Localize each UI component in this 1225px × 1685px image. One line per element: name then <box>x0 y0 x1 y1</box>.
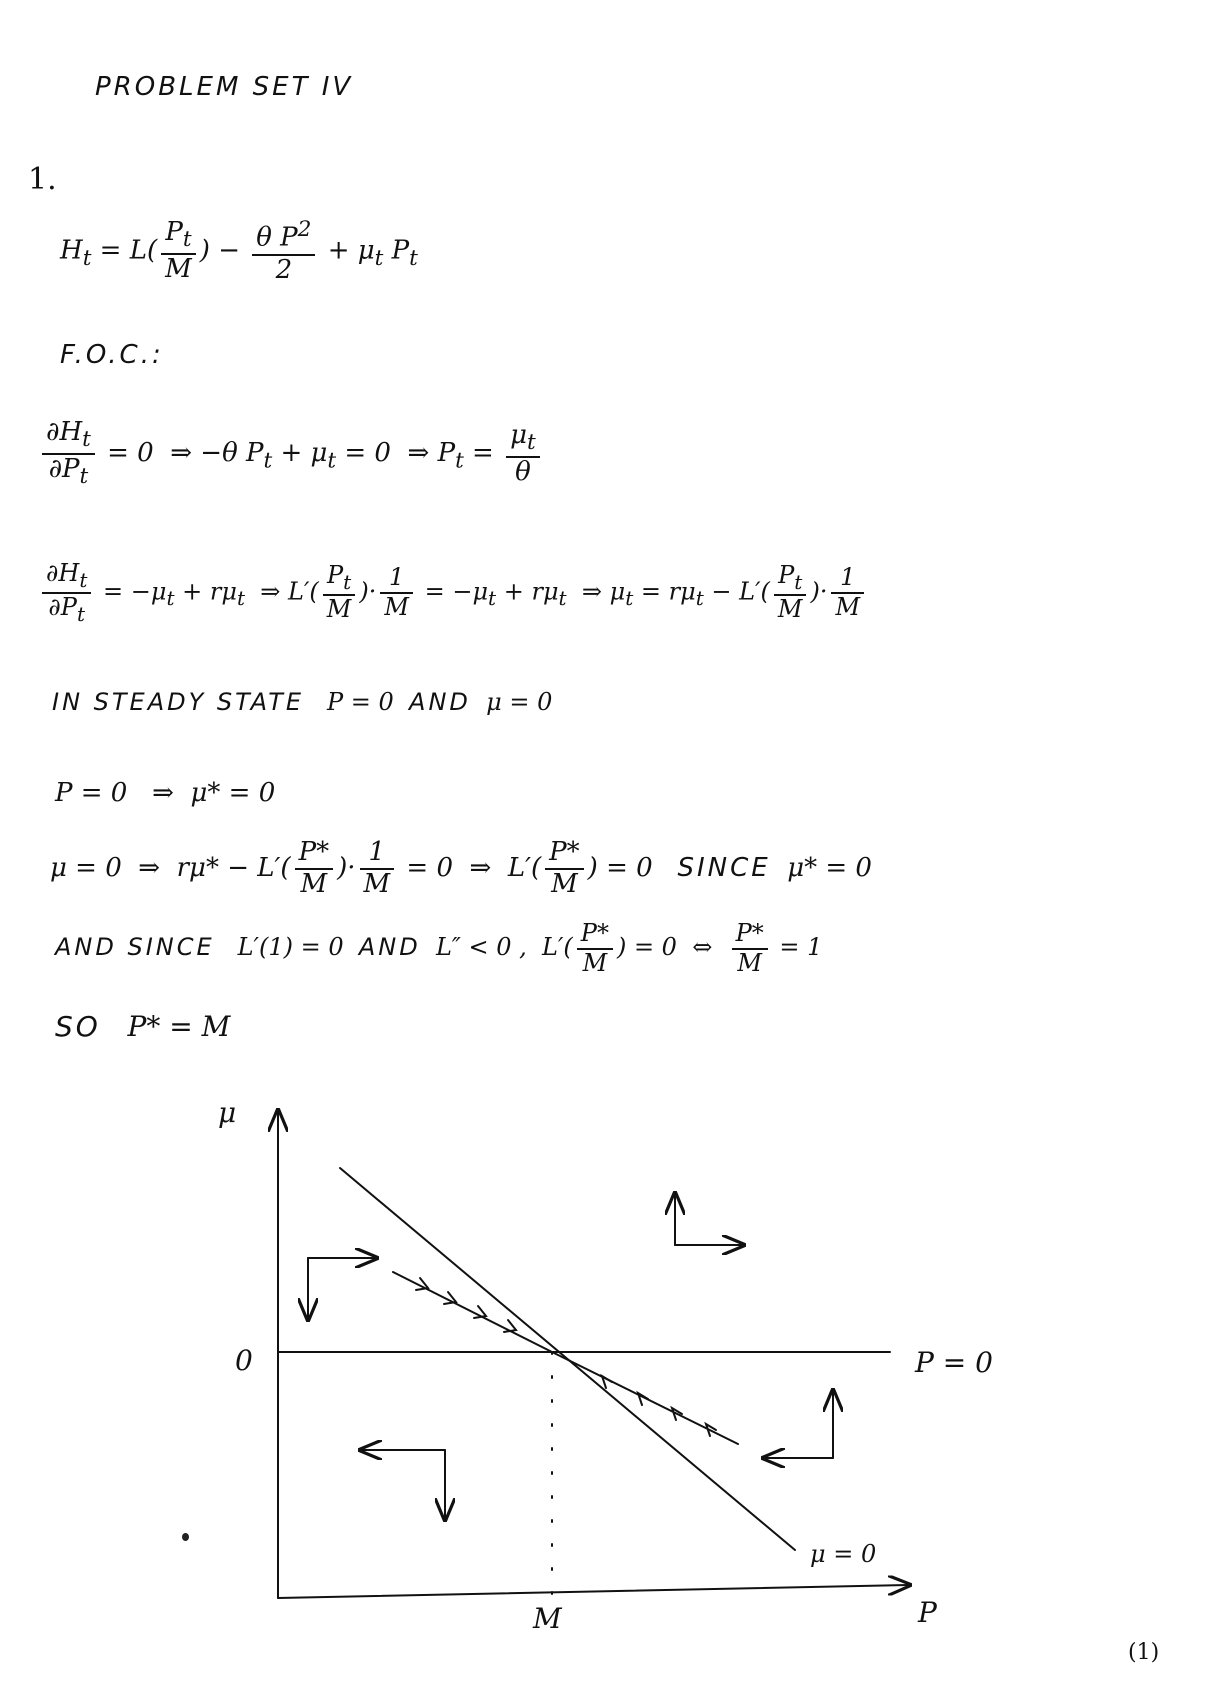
foc2-rhs1: = −μ <box>103 577 167 606</box>
mudot-one-den: M <box>363 868 391 899</box>
pdot-locus-label: P = 0 <box>915 1346 993 1379</box>
andsince-pre: AND SINCE <box>55 933 215 962</box>
andsince-t4: ) = 0 <box>616 933 677 962</box>
foc1-den: ∂P <box>48 454 80 485</box>
andsince-f2-num: P* <box>732 920 768 950</box>
ham-mu-sub: t <box>374 245 384 271</box>
ham-P-sub: t <box>409 245 418 271</box>
y-axis-label: μ <box>218 1096 237 1129</box>
andsince-f2-den: M <box>737 948 762 977</box>
steady-cond2: μ = 0 <box>486 688 553 716</box>
mudot-one-num: 1 <box>360 838 395 870</box>
foc2-res-eq: = rμ <box>640 577 696 606</box>
steady-text: IN STEADY STATE <box>52 688 305 716</box>
mudot-t1: rμ* − L′( <box>176 852 291 883</box>
foc1-rhs1: = 0 <box>107 438 154 469</box>
andsince-t3: L′( <box>542 933 573 962</box>
andsince-f-num: P* <box>577 920 613 950</box>
foc2-res-close: )· <box>810 577 828 606</box>
steady-cond1: P = 0 <box>326 688 394 716</box>
mudot-f2-den: M <box>551 868 578 899</box>
foc1-rhs2: −θ P <box>200 438 264 469</box>
ham-frac-num-sub: t <box>182 227 192 253</box>
foc2-L1: L′( <box>288 577 319 606</box>
foc2-L1-close: )· <box>359 577 377 606</box>
ham-lhs: H <box>60 235 83 266</box>
problem-number: 1. <box>28 162 57 197</box>
andsince-r-eq: = 1 <box>779 933 823 962</box>
x-axis-label: P <box>918 1596 937 1629</box>
ham-theta-sup: 2 <box>297 217 312 242</box>
foc2-res-f-num-sub: t <box>794 569 803 594</box>
pdot-arrow: ⇒ <box>152 778 174 808</box>
foc1-res-num: μ <box>510 419 527 450</box>
foc2-num-sub: t <box>79 567 88 592</box>
foc2-rhs4: + rμ <box>503 577 559 606</box>
mudot-locus-label: μ = 0 <box>810 1540 877 1568</box>
foc1-res-den: θ <box>515 456 531 487</box>
foc2-rhs1-sub: t <box>166 586 175 611</box>
foc2-res-minus: − L′( <box>711 577 770 606</box>
foc1-rhs4: = 0 <box>344 438 391 469</box>
direction-arrows-sw <box>362 1450 445 1518</box>
ham-theta-den: 2 <box>275 254 293 285</box>
foc2-den-sub: t <box>76 601 85 626</box>
foc2-res: μ <box>609 577 626 606</box>
ham-L: L( <box>129 235 158 266</box>
page-title: PROBLEM SET IV <box>95 72 354 102</box>
foc2-one-num: 1 <box>380 564 413 594</box>
foc1-num: ∂H <box>46 417 83 447</box>
foc1-rhs3: + μ <box>280 438 328 469</box>
mudot-f-num: P* <box>295 838 334 870</box>
foc1-arrow2: ⇒ <box>407 438 430 469</box>
ham-theta-num: θ P <box>256 222 298 253</box>
ham-close: ) <box>199 235 210 266</box>
ham-frac-den: M <box>165 254 192 285</box>
foc1-res: P <box>437 438 456 469</box>
foc2-f-num-sub: t <box>343 569 352 594</box>
foc2-arrow2: ⇒ <box>581 577 602 606</box>
andsince-and: AND <box>358 933 421 962</box>
mudot-f-den: M <box>300 868 328 899</box>
foc1-res-eq: = <box>472 438 494 469</box>
mudot-lhs: μ = 0 <box>50 852 122 883</box>
andsince-t2: L″ < 0 , <box>435 933 527 962</box>
mudot-arrow: ⇒ <box>138 852 161 883</box>
mudot-t6: μ* = 0 <box>787 852 872 883</box>
foc2-rhs2: + rμ <box>182 577 237 606</box>
saddle-path <box>393 1272 738 1444</box>
origin-label: 0 <box>235 1344 253 1377</box>
mudot-t5: ) = 0 <box>587 852 653 883</box>
ham-P: P <box>391 235 410 266</box>
mudot-t2: )· <box>337 852 356 883</box>
direction-arrows-se <box>765 1392 833 1458</box>
foc2-res-f-den: M <box>777 594 803 623</box>
ham-eq: = <box>99 235 122 266</box>
direction-arrows-ne <box>675 1195 742 1245</box>
foc1-den-sub: t <box>79 464 89 490</box>
foc2-f-den: M <box>326 594 352 623</box>
steady-and: AND <box>409 688 471 716</box>
foc2-arrow1: ⇒ <box>260 577 281 606</box>
foc2-num: ∂H <box>46 559 80 587</box>
mudot-f2-num: P* <box>545 838 584 870</box>
so-eq: P* = M <box>127 1010 231 1043</box>
ham-plus: + μ <box>327 235 375 266</box>
foc2-f-num: P <box>326 561 344 590</box>
foc2-rhs4-sub: t <box>558 586 567 611</box>
x-axis <box>278 1585 908 1598</box>
direction-arrows-nw <box>308 1258 375 1318</box>
foc2-den: ∂P <box>48 592 77 621</box>
ham-lhs-sub: t <box>82 245 92 271</box>
foc2-rhs3-sub: t <box>488 586 497 611</box>
foc2-one-den: M <box>384 592 409 621</box>
mudot-arrow2: ⇒ <box>469 852 492 883</box>
mudot-since: SINCE <box>677 852 771 883</box>
andsince-arrow: ⇔ <box>692 933 713 962</box>
foc1-arrow1: ⇒ <box>170 438 193 469</box>
foc1-num-sub: t <box>82 427 91 453</box>
foc2-res-one-den: M <box>835 592 861 621</box>
foc1-rhs2-sub: t <box>263 448 273 474</box>
so-pre: SO <box>55 1010 101 1043</box>
andsince-f-den: M <box>582 948 608 977</box>
x-tick-label-m: M <box>533 1602 562 1635</box>
foc1-res-num-sub: t <box>527 429 536 455</box>
mudot-t4: L′( <box>507 852 542 883</box>
page-number: (1) <box>1128 1640 1160 1665</box>
ink-speck <box>182 1533 189 1541</box>
foc2-res-one-num: 1 <box>831 564 864 594</box>
ham-minus: − <box>218 235 240 266</box>
foc2-rhs2-sub: t <box>236 586 246 611</box>
foc1-res-sub: t <box>455 448 464 474</box>
foc2-res-f-num: P <box>778 561 795 590</box>
foc1-rhs3-sub: t <box>327 448 337 474</box>
foc2-rhs3: = −μ <box>424 577 489 606</box>
ham-frac-num: P <box>165 217 183 248</box>
foc2-res-sub: t <box>625 586 634 611</box>
foc-label: F.O.C.: <box>60 340 164 370</box>
pdot-lhs: P = 0 <box>55 778 128 808</box>
mudot-t3: = 0 <box>406 852 453 883</box>
pdot-rhs: μ* = 0 <box>190 778 276 808</box>
foc2-res-eq-sub: t <box>695 586 704 611</box>
andsince-t1: L′(1) = 0 <box>237 933 344 962</box>
